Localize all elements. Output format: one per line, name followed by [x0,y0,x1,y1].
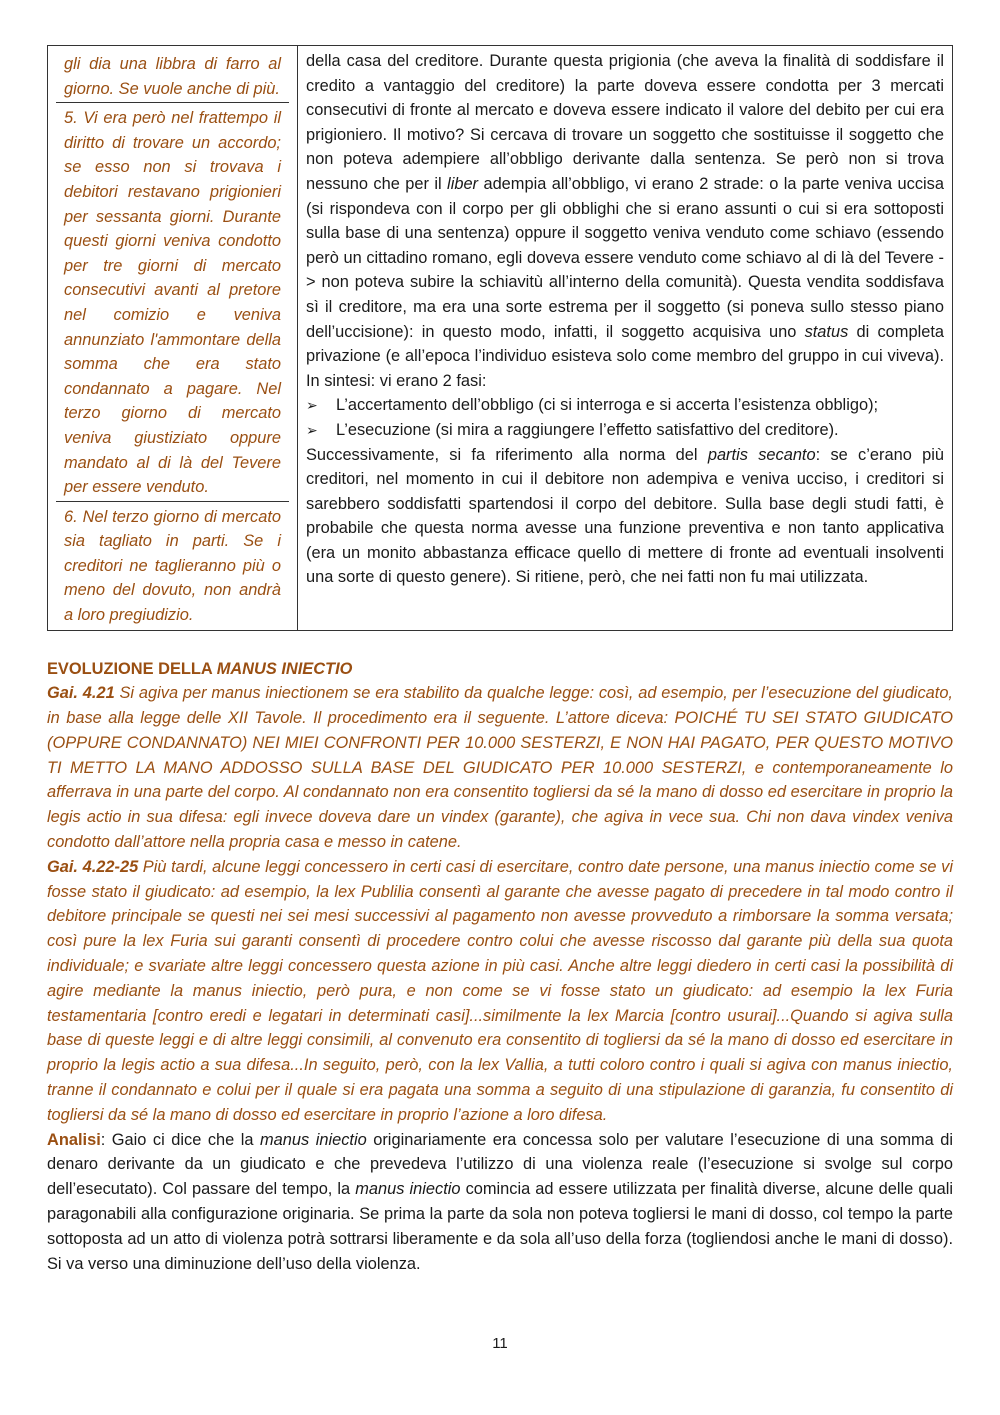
term-liber: liber [447,174,479,193]
table-cell-row-3: 6. Nel terzo giorno di mercato sia tagliato in parti. Se i creditori ne taglieranno più o meno del dovuto, non andrà a loro pregiudizio. [64,507,281,625]
commentary-paragraph-1 [306,49,944,393]
gaius-quote-4-22-25 [47,855,953,1128]
page-content [47,45,953,1276]
xii-tables-column [48,46,298,631]
arrow-bullet-icon: ➢ [306,397,318,414]
text-run: Successivamente, si fa riferimento alla norma del [306,445,708,464]
source-citation: Gai. 4.21 [47,684,115,703]
bullet-item-2 [306,418,944,443]
gaius-quote-4-21 [47,681,953,855]
term-status: status [804,322,849,341]
quote-text: Si agiva per manus iniectionem se era stabilito da qualche legge: così, ad esempio, per l’esecuzione del giudicato, in base alla legge delle XII Tavole. Il procedimento era il seguente. L’attore diceva: POICHÉ TU SEI STATO GIUDICATO (OPPURE CONDANNATO) NEI MIEI CONFRONTI PER 10.000 SESTERZI, E NON HAI PAGATO, PER QUESTO MOTIVO TI METTO LA MANO ADDOSSO SULLA BASE DEL GIUDICATO PER 10.000 SESTERZI, e contemporaneamente lo afferrava in una parte del corpo. Al condannato non era consentito togliersi da sé la mano di dosso ed esercitare in proprio la legis actio in sua difesa: egli invece doveva dare un vindex (garante), che agiva in vece sua. Chi non dava vindex veniva condotto dall’attore nella propria casa e messo in catene. [47,684,953,852]
text-run: adempia all’obbligo, vi erano 2 strade: o la parte veniva uccisa (si rispondeva con il corpo per gli obblighi che si erano assunti o cui si era sottoposti sulla base di una sentenza) oppure il soggetto veniva venduto come schiavo (essendo però un cittadino romano, egli doveva essere venduto come schiavo al di là del Tevere -> non poteva subire la schiavitù all’interno della comunità). Questa vendita soddisfava sì il creditore, ma era una sorte estrema per il soggetto (si poneva sullo stesso piano dell’uccisione): in questo modo, infatti, il soggetto acquisiva uno [306,174,944,341]
analysis-paragraph [47,1128,953,1277]
commentary-column [298,46,953,631]
quote-text: Più tardi, alcune leggi concessero in certi casi di esercitare, contro date persone, una manus iniectio come se vi fosse stato il giudicato: ad esempio, la lex Publilia consentì al garante che avesse pagato di precedere in tal modo contro il debitore principale se questi nei sei mesi successivi al pagamento non avesse provveduto a rimborsare la somma versata; così pure la lex Furia sui garanti consentì di procedere contro colui che avesse riscosso dal garante più della sua quota individuale; e svariate altre leggi concessero questa azione in più casi. Anche altre leggi diedero in certi casi la possibilità di agire mediante la manus iniectio, però pura, e non come se vi fosse stato un giudicato: ad esempio la lex Furia testamentaria [contro eredi e legatari in determinati casi]...similmente la lex Marcia [contro usurai]...Quando si agiva sulla base di queste leggi e di altre leggi consimili, al convenuto era consentito di togliersi da sé la mano di dosso ed esercitare in proprio la legis actio a sua difesa...In seguito, però, con la lex Vallia, a tutti coloro contro i quali si agiva con manus iniectio, tranne il condannato e colui per il quale si era pagata una somma a seguito di una stipulazione di garanzia, fu consentito di togliersi da sé la mano di dosso ed esercitare in proprio l’azione a loro difesa. [47,857,953,1124]
text-run: originariamente era concessa solo per valutare l’esecuzione di una somma di denaro derivante da un giudicato e che prevedeva l’utilizzo di una violenza reale (l’esecuzione si svolge sul corpo dell’esecutato). Col passare del tempo, la [47,1130,953,1199]
bullet-text: L’accertamento dell’obbligo (ci si interroga e si accerta l’esistenza obbligo); [336,396,879,415]
text-run: : se c’erano più creditori, nel momento in cui il debitore non adempiva e veniva ucciso, i creditori si sarebbero soddisfatti spartendosi il corpo del debitore. Sulla base degli studi fatti, è probabile che questa norma avesse una funzione preventiva e non tanto applicativa (era un monito abbastanza efficace quello di mettere di fronte ad eventuali insolventi una sorte di questo genere). Si ritiene, però, che nei fatti non fu mai utilizzata. [306,445,944,587]
table-cell-row-1: gli dia una libbra di farro al giorno. Se vuole anche di più. [56,49,289,103]
table-cell-row-2: 5. Vi era però nel frattempo il diritto di trovare un accordo; se esso non si trovava i debitori restavano prigionieri per sessanta giorni. Durante questi giorni veniva condotto per tre giorni di mercato consecutivi avanti al pretore nel comizio e veniva annunziato l'ammontare della somma che era stato condannato a pagare. Nel terzo giorno di mercato veniva giustiziato oppure mandato al di là del Tevere per essere venduto. [56,103,289,502]
source-citation: Gai. 4.22-25 [47,857,139,876]
commentary-paragraph-2 [306,443,944,591]
page-number: 11 [492,1335,508,1352]
section-heading [47,657,953,682]
law-comparison-table [47,45,953,631]
analysis-label: Analisi [47,1130,101,1149]
heading-term: MANUS INIECTIO [216,659,353,678]
text-run: della casa del creditore. Durante questa prigionia (che aveva la finalità di soddisfare il credito a vantaggio del creditore) la parte doveva essere condotta per 3 mercati consecutivi di fronte al mercato e doveva essere indicato il valore del debito per cui era prigioniero. Il motivo? Si cercava di trovare un soggetto che sostituisse il soggetto che non poteva adempiere all’obbligo derivante dalla sentenza. Se però non si trova nessuno che per il [306,52,944,193]
bullet-text: L’esecuzione (si mira a raggiungere l’effetto satisfattivo del creditore). [336,420,839,439]
bullet-item-1 [306,393,944,418]
text-run: comincia ad essere utilizzata per finalità diverse, alcune delle quali paragonabili alla configurazione originaria. Se prima la parte da sola non poteva togliersi le mani di dosso, col tempo la parte sottoposta ad un atto di violenza potrà sottrarsi liberamente e da sola all’uso della forza (togliendosi anche le mani di dosso). Si va verso una diminuzione dell’uso della violenza. [47,1180,953,1273]
text-run: : Gaio ci dice che la [100,1130,261,1149]
term-manus-iniectio: manus iniectio [260,1130,367,1149]
heading-text: EVOLUZIONE DELLA [47,659,217,678]
text-run: di completa privazione (e all’epoca l’individuo esisteva solo come membro del gruppo in cui viveva). In sintesi: vi erano 2 fasi: [306,322,944,390]
term-partis-secanto: partis secanto [707,445,816,464]
term-manus-iniectio: manus iniectio [355,1180,461,1199]
arrow-bullet-icon: ➢ [306,421,318,438]
